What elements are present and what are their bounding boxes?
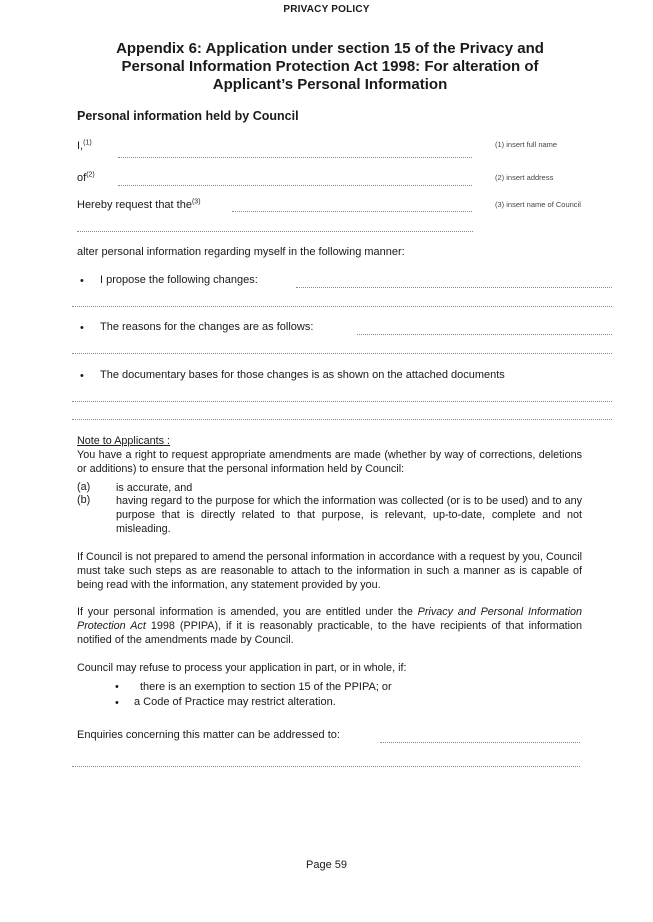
- address-label-text: of: [77, 172, 87, 184]
- page-number: Page 59: [306, 859, 347, 871]
- item-a-text: is accurate, and: [116, 482, 193, 494]
- documentary-bases-field-line-1[interactable]: [72, 401, 612, 402]
- name-label: [77, 140, 92, 152]
- council-label-text: Hereby request that the: [77, 199, 192, 211]
- proposed-changes-label: I propose the following changes:: [100, 274, 258, 286]
- council-label-sup: (3): [191, 198, 201, 206]
- address-label: [77, 172, 95, 184]
- bullet-3-marker: •: [80, 370, 84, 382]
- bullet-1-marker: •: [80, 275, 84, 287]
- address-side-note: (2) insert address: [495, 173, 554, 182]
- refuse-item-1: there is an exemption to section 15 of the PPIPA; or: [140, 681, 392, 693]
- note-intro: You have a right to request appropriate amendments are made (whether by way of corrections, deletions or additions) to ensure that the personal information held by Council:: [77, 449, 582, 475]
- para-refuse: Council may refuse to process your application in part, or in whole, if:: [77, 662, 407, 674]
- reasons-field-line-2[interactable]: [72, 353, 612, 354]
- act-name: Privacy and Personal Information Protection Act: [77, 606, 582, 632]
- enquiries-field-line-2[interactable]: [72, 766, 580, 767]
- reasons-label: The reasons for the changes are as follows:: [100, 321, 314, 333]
- para-not-prepared: If Council is not prepared to amend the personal information in accordance with a request by you, Council must take such steps as are reasonable to attach to the information in such a manner as is capable of being read with the information, any statement provided by you.: [77, 551, 582, 591]
- documentary-bases-field-line-2[interactable]: [72, 419, 612, 420]
- refuse-bullet-1-marker: •: [115, 681, 119, 693]
- name-side-note: (1) insert full name: [495, 140, 558, 149]
- note-to-applicants: [77, 434, 582, 476]
- bullet-2-marker: •: [80, 322, 84, 334]
- refuse-item-2: a Code of Practice may restrict alteration.: [134, 696, 336, 708]
- reasons-field[interactable]: [357, 334, 612, 335]
- documentary-bases-label: The documentary bases for those changes is as shown on the attached documents: [100, 369, 505, 381]
- address-field[interactable]: [118, 185, 472, 186]
- title-line-3: Applicant’s Personal Information: [212, 76, 448, 93]
- item-b-marker: (b): [77, 494, 91, 506]
- page-title: [90, 40, 570, 94]
- title-line-2: Personal Information Protection Act 1998: For alteration of: [121, 58, 539, 75]
- alter-text: alter personal information regarding myself in the following manner:: [77, 246, 405, 258]
- refuse-bullet-2-marker: •: [115, 697, 119, 709]
- council-label: [77, 199, 201, 211]
- name-label-text: I,: [77, 140, 84, 152]
- page-header: PRIVACY POLICY: [283, 4, 370, 15]
- item-b-text: having regard to the purpose for which the information was collected (or is to be used) and to any purpose that is directly related to that purpose, is relevant, up-to-date, complete and not misleading.: [116, 495, 582, 535]
- enquiries-label: Enquiries concerning this matter can be addressed to:: [77, 729, 340, 741]
- enquiries-field[interactable]: [380, 742, 580, 743]
- para-amended-pre: If your personal information is amended, you are entitled under the: [77, 606, 418, 618]
- para-amended-post: 1998 (PPIPA), if it is reasonably practicable, to the have recipients of that information notified of the amendments made by Council.: [77, 620, 582, 646]
- title-line-1: Appendix 6: Application under section 15 of the Privacy and: [116, 40, 544, 57]
- proposed-changes-field-line-2[interactable]: [72, 306, 612, 307]
- council-side-note: (3) insert name of Council: [495, 200, 581, 209]
- note-title: Note to Applicants :: [77, 435, 171, 447]
- council-name-field[interactable]: [232, 211, 472, 212]
- council-name-field-continued[interactable]: [77, 231, 473, 232]
- full-name-field[interactable]: [118, 157, 472, 158]
- para-amended: [77, 605, 582, 647]
- section-heading: Personal information held by Council: [77, 109, 299, 123]
- name-label-sup: (1): [83, 139, 92, 147]
- proposed-changes-field[interactable]: [296, 287, 612, 288]
- item-a-marker: (a): [77, 481, 91, 493]
- address-label-sup: (2): [86, 171, 95, 179]
